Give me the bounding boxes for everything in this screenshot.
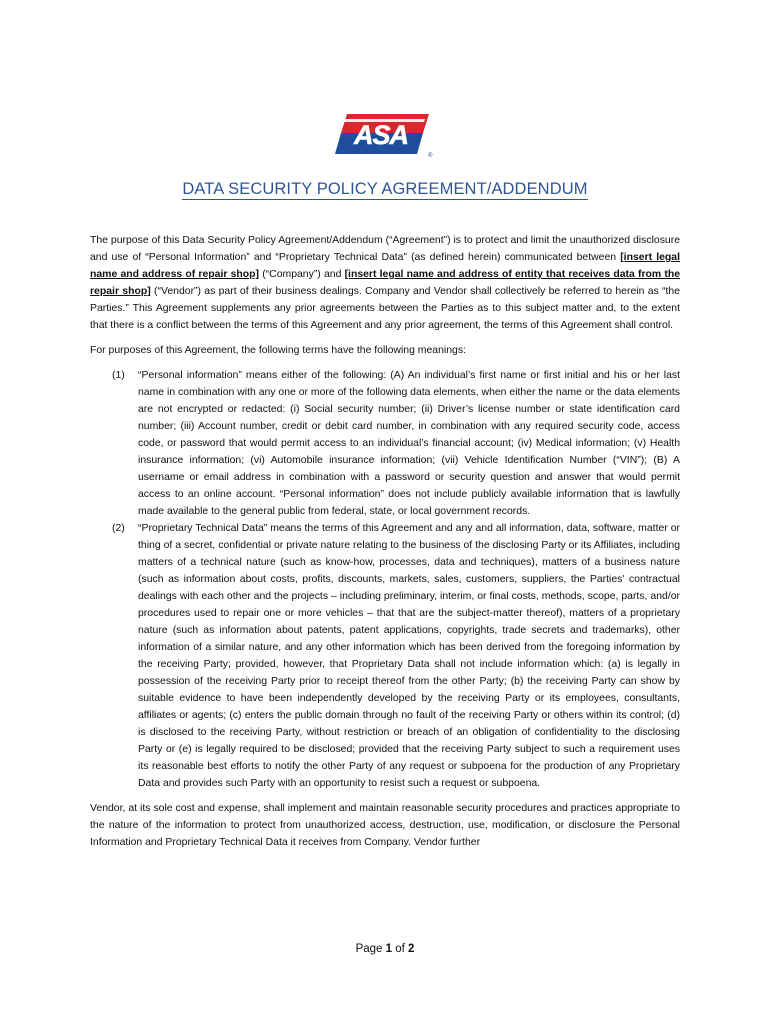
vendor-paragraph: Vendor, at its sole cost and expense, shall implement and maintain reasonable security procedures and practices appropriate to the nature of the information to protect from unauthorized access, destruction, use, modification, or disclosure the Personal Information and Proprietary Technical Data it receives from Company. Vendor further xyxy=(90,803,680,848)
vendor-placeholder: [insert legal name and address of entity that receives data from the repair shop] xyxy=(90,269,681,297)
definition-item xyxy=(90,520,680,792)
total-page-number: 2 xyxy=(408,943,415,955)
svg-text:ASA: ASA xyxy=(353,120,409,150)
purposes-paragraph: For purposes of this Agreement, the following terms have the following meanings: xyxy=(90,345,466,356)
intro-paragraph: The purpose of this Data Security Policy Agreement/Addendum (“Agreement”) is to protect and limit the unauthorized disclosure and use of “Personal Information” and “Proprietary Technical Data” (as defined herein) communicated between [insert legal name and address of repair shop] (“Company”) and [insert legal name and address of entity that receives data from the repair shop] (“Vendor”) as part of their business dealings. Company and Vendor shall collectively be referred to herein as “the Parties.” This Agreement supplements any prior agreements between the Parties as to this subject matter and, to the extent that there is a conflict between the terms of this Agreement and any prior agreement, the terms of this Agreement shall control. xyxy=(90,235,681,331)
definition-number: (2) xyxy=(112,523,125,534)
definition-text: “Personal information” means either of the following: (A) An individual’s first name or first initial and his or her last name in combination with any one or more of the following data elements, when either the name or the data elements are not encrypted or redacted: (i) Social security number; (ii) Driver’s license number or state identification card number; (iii) Account number, credit or debit card number, in combination with any required security code, access code, or password that would permit access to an individual’s financial account; (iv) Medical information; (v) Health insurance information; (vi) Automobile insurance information; (vii) Vehicle Identification Number (“VIN”); (B) A username or email address in combination with a password or security question and answer that would permit access to an online account. “Personal information” does not include publicly available information that is lawfully made available to the general public from federal, state, or local government records. xyxy=(138,370,680,517)
definition-number: (1) xyxy=(112,370,125,381)
current-page-number: 1 xyxy=(385,943,393,955)
definitions-list xyxy=(90,367,680,792)
definition-text: “Proprietary Technical Data” means the terms of this Agreement and any and all information, data, software, matter or thing of a secret, confidential or private nature relating to the business of the disclosing Party or its Affiliates, including matters of a technical nature (such as know-how, processes, data and techniques), matters of a business nature (such as information about costs, profits, discounts, markets, sales, customers, suppliers, the Parties' contractual dealings with each other and the projects – including preliminary, interim, or final costs, methods, scope, parts, and/or procedures used to repair one or more vehicles – that that are the subject-matter thereof), matters of a proprietary nature (such as information about patents, patent applications, copyrights, trade secrets and trademarks), other information of a similar nature, and any other information which has been derived from the foregoing information by the receiving Party; provided, however, that Proprietary Data shall not include information which: (a) is legally in possession of the receiving Party prior to receipt thereof from the other Party; (b) the receiving Party can show by suitable evidence to have been independently developed by the receiving Party or its employees, consultants, affiliates or agents; (c) enters the public domain through no fault of the receiving Party or others within its control; (d) is disclosed to the receiving Party, without restriction or breach of an obligation of confidentiality to the disclosing Party or (e) is legally required to be disclosed; provided that the receiving Party subject to such a requirement uses its reasonable best efforts to notify the other Party of any request or subpoena for the production of any Proprietary Data and provides such Party with an opportunity to resist such a request or subpoena. xyxy=(138,523,680,789)
asa-logo xyxy=(333,112,435,162)
company-placeholder: [insert legal name and address of repair shop] xyxy=(90,252,680,280)
svg-text:®: ® xyxy=(428,153,433,159)
definition-item xyxy=(90,367,680,520)
document-body xyxy=(90,232,680,859)
page-footer: Page 1 of 2 xyxy=(355,943,415,955)
document-title: DATA SECURITY POLICY AGREEMENT/ADDENDUM xyxy=(182,180,588,198)
